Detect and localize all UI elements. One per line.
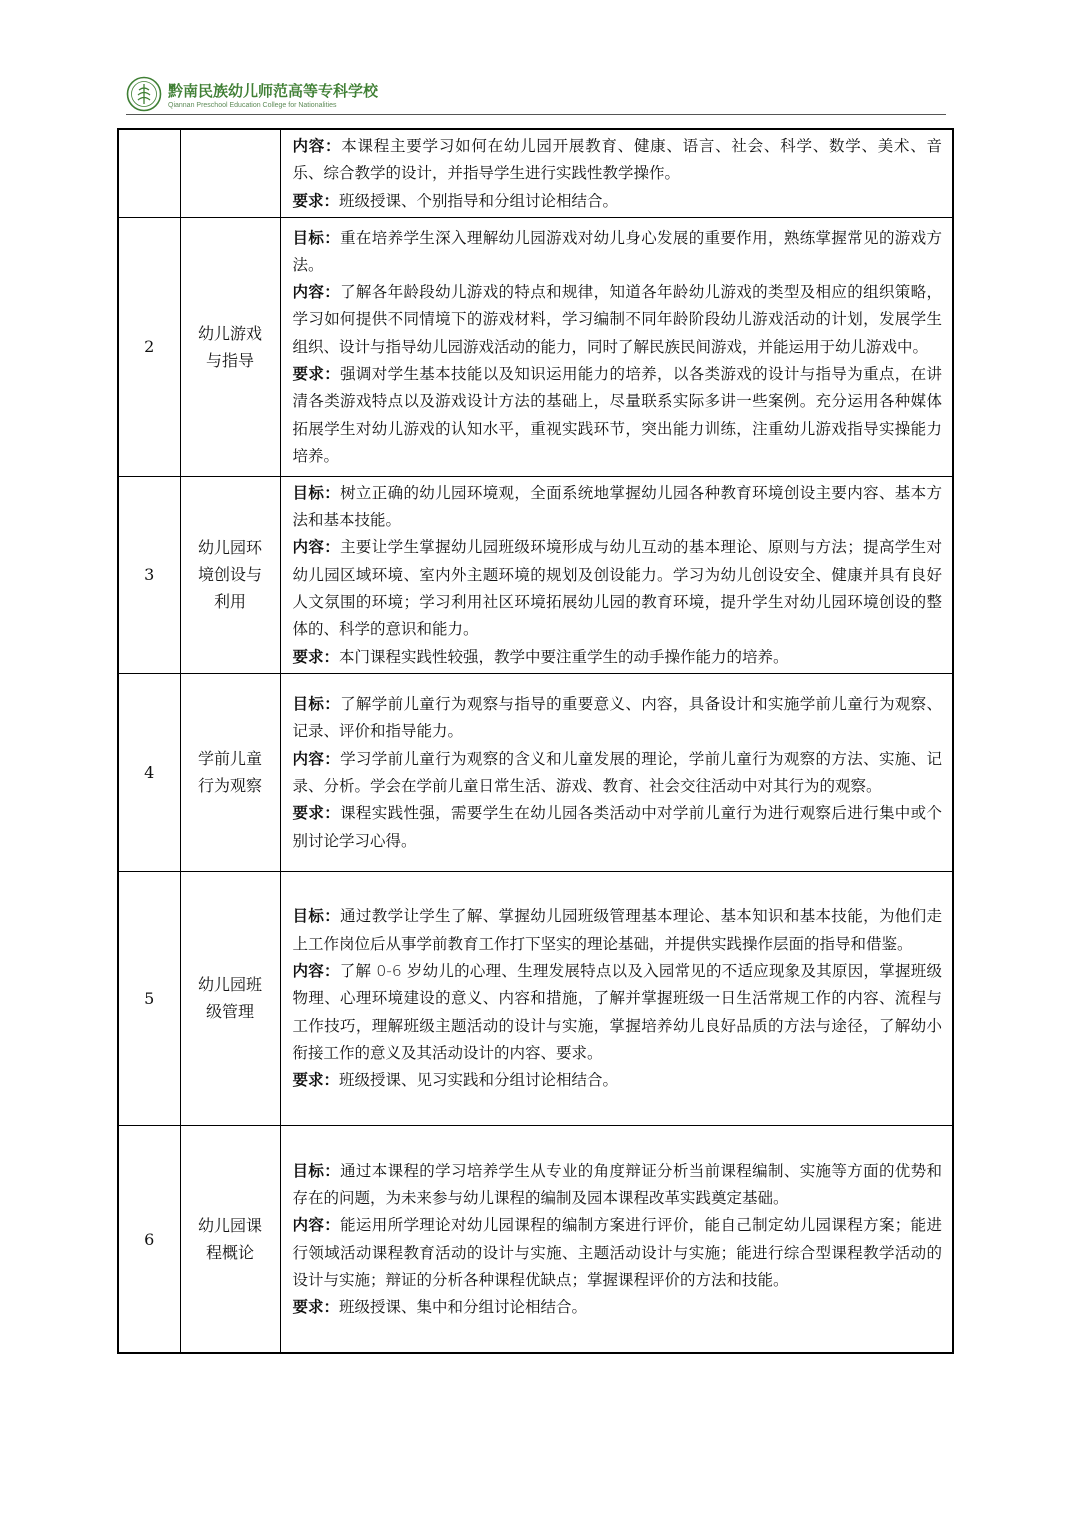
school-name-cn: 黔南民族幼儿师范高等专科学校 xyxy=(168,82,379,100)
goal-label: 目标： xyxy=(292,907,341,926)
content-label: 内容： xyxy=(292,749,341,768)
course-requirement: 班级授课、个别指导和分组讨论相结合。 xyxy=(339,191,619,210)
goal-label: 目标： xyxy=(292,1161,341,1180)
course-description xyxy=(280,476,953,673)
course-name-line: 级管理 xyxy=(205,1002,254,1022)
course-name-line: 幼儿园班 xyxy=(197,975,262,995)
school-name-en: Qiannan Preschool Education College for Nationalities xyxy=(168,102,337,109)
course-content: 能运用所学理论对幼儿园课程的编制方案进行评价，能自己制定幼儿园课程方案；能进行领域活动课程教育活动的设计与实施、主题活动设计与实施；能进行综合型课程教学活动的设计与实施；辩证的分析各种课程优缺点；掌握课程评价的方法和技能。 xyxy=(292,1216,942,1290)
goal-label: 目标： xyxy=(292,695,341,714)
course-goal: 树立正确的幼儿园环境观，全面系统地掌握幼儿园各种教育环境创设主要内容、基本方法和基本技能。 xyxy=(292,483,942,530)
course-content: 主要让学生掌握幼儿园班级环境形成与幼儿互动的基本理论、原则与方法；提高学生对幼儿园区域环境、室内外主题环境的规划及创设能力。学习为幼儿创设安全、健康并具有良好人文氛围的环境；学习利用社区环境拓展幼儿园的教育环境，提升学生对幼儿园环境创设的整体的、科学的意识和能力。 xyxy=(292,538,942,639)
course-name-line: 幼儿园环 xyxy=(197,538,262,558)
course-goal: 了解学前儿童行为观察与指导的重要意义、内容，具备设计和实施学前儿童行为观察、记录、评价和指导能力。 xyxy=(292,695,942,741)
course-requirement: 强调对学生基本技能以及知识运用能力的培养，以各类游戏的设计与指导为重点，在讲清各类游戏特点以及游戏设计方法的基础上，尽量联系实际多讲一些案例。充分运用各种媒体拓展学生对幼儿游戏的认知水平，重视实践环节，突出能力训练，注重幼儿游戏指导实操能力培养。 xyxy=(292,365,942,465)
course-requirement: 本门课程实践性较强，教学中要注重学生的动手操作能力的培养。 xyxy=(339,647,789,666)
course-description-cell xyxy=(280,129,953,217)
course-name-line: 行为观察 xyxy=(197,776,262,796)
content-label: 内容： xyxy=(292,538,341,557)
course-table xyxy=(117,128,954,1354)
course-description xyxy=(280,871,953,1125)
course-content: 了解 0-6 岁幼儿的心理、生理发展特点以及入园常见的不适应现象及其原因，掌握班级物理、心理环境建设的意义、内容和措施，了解并掌握班级一日生活常规工作的内容、流程与工作技巧，理解班级主题活动的设计与实施，掌握培养幼儿良好品质的方法与途径，了解幼小衔接工作的意义及其活动设计的内容、要求。 xyxy=(292,962,942,1062)
course-content: 本课程主要学习如何在幼儿园开展教育、健康、语言、社会、科学、数学、美术、音乐、综合教学的设计，并指导学生进行实践性教学操作。 xyxy=(292,137,942,183)
course-goal: 重在培养学生深入理解幼儿园游戏对幼儿身心发展的重要作用，熟练掌握常见的游戏方法。 xyxy=(292,228,942,274)
course-name-line: 程概论 xyxy=(205,1243,254,1263)
course-number: 5 xyxy=(118,871,180,1125)
course-content: 了解各年龄段幼儿游戏的特点和规律，知道各年龄幼儿游戏的类型及相应的组织策略，学习如何提供不同情境下的游戏材料，学习编制不同年龄阶段幼儿游戏活动的计划，发展学生组织、设计与指导幼儿园游戏活动的能力，同时了解民族民间游戏，并能运用于幼儿游戏中。 xyxy=(292,283,942,356)
course-name-line: 幼儿园课 xyxy=(197,1216,262,1236)
course-goal: 通过教学让学生了解、掌握幼儿园班级管理基本理论、基本知识和基本技能，为他们走上工作岗位后从事学前教育工作打下坚实的理论基础，并提供实践操作层面的指导和借鉴。 xyxy=(292,907,942,953)
table-row xyxy=(118,871,953,1125)
course-description xyxy=(280,217,953,476)
table-row xyxy=(118,129,953,217)
page-header xyxy=(126,76,946,116)
course-name-line: 利用 xyxy=(213,592,246,612)
course-goal: 通过本课程的学习培养学生从专业的角度辩证分析当前课程编制、实施等方面的优势和存在的问题，为未来参与幼儿课程的编制及园本课程改革实践奠定基础。 xyxy=(292,1161,942,1208)
course-name xyxy=(180,1125,280,1353)
course-requirement: 课程实践性强，需要学生在幼儿园各类活动中对学前儿童行为进行观察后进行集中或个别讨论学习心得。 xyxy=(292,804,942,850)
content-label: 内容： xyxy=(292,137,342,155)
content-label: 内容： xyxy=(292,962,340,981)
course-description xyxy=(280,673,953,871)
requirement-label: 要求： xyxy=(292,804,341,823)
table-row xyxy=(118,673,953,871)
course-name-line: 与指导 xyxy=(205,350,254,370)
table-row xyxy=(118,476,953,673)
content-label: 内容： xyxy=(292,1216,341,1235)
table-row xyxy=(118,217,953,476)
course-number: 4 xyxy=(118,673,180,871)
course-name xyxy=(180,673,280,871)
course-description xyxy=(280,1125,953,1353)
school-name xyxy=(168,80,378,109)
course-name-line: 幼儿游戏 xyxy=(197,323,262,343)
course-number: 6 xyxy=(118,1125,180,1353)
course-requirement: 班级授课、见习实践和分组讨论相结合。 xyxy=(339,1071,619,1090)
course-name xyxy=(180,217,280,476)
requirement-label: 要求： xyxy=(292,647,340,666)
table-row xyxy=(118,1125,953,1353)
requirement-label: 要求： xyxy=(292,1298,340,1317)
requirement-label: 要求： xyxy=(292,191,340,210)
goal-label: 目标： xyxy=(292,228,341,247)
course-name-line: 学前儿童 xyxy=(197,749,262,769)
goal-label: 目标： xyxy=(292,483,341,502)
course-number: 3 xyxy=(118,476,180,673)
course-name-line: 境创设与 xyxy=(197,565,262,585)
header-rule xyxy=(126,114,946,115)
requirement-label: 要求： xyxy=(292,1071,340,1090)
school-logo-icon xyxy=(126,76,162,112)
requirement-label: 要求： xyxy=(292,365,341,384)
course-name xyxy=(180,476,280,673)
course-name-cell xyxy=(180,129,280,217)
course-number: 2 xyxy=(118,217,180,476)
course-name xyxy=(180,871,280,1125)
content-label: 内容： xyxy=(292,283,341,302)
course-requirement: 班级授课、集中和分组讨论相结合。 xyxy=(339,1298,588,1317)
course-number-cell xyxy=(118,129,180,217)
course-content: 学习学前儿童行为观察的含义和儿童发展的理论，学前儿童行为观察的方法、实施、记录、分析。学会在学前儿童日常生活、游戏、教育、社会交往活动中对其行为的观察。 xyxy=(292,749,942,795)
